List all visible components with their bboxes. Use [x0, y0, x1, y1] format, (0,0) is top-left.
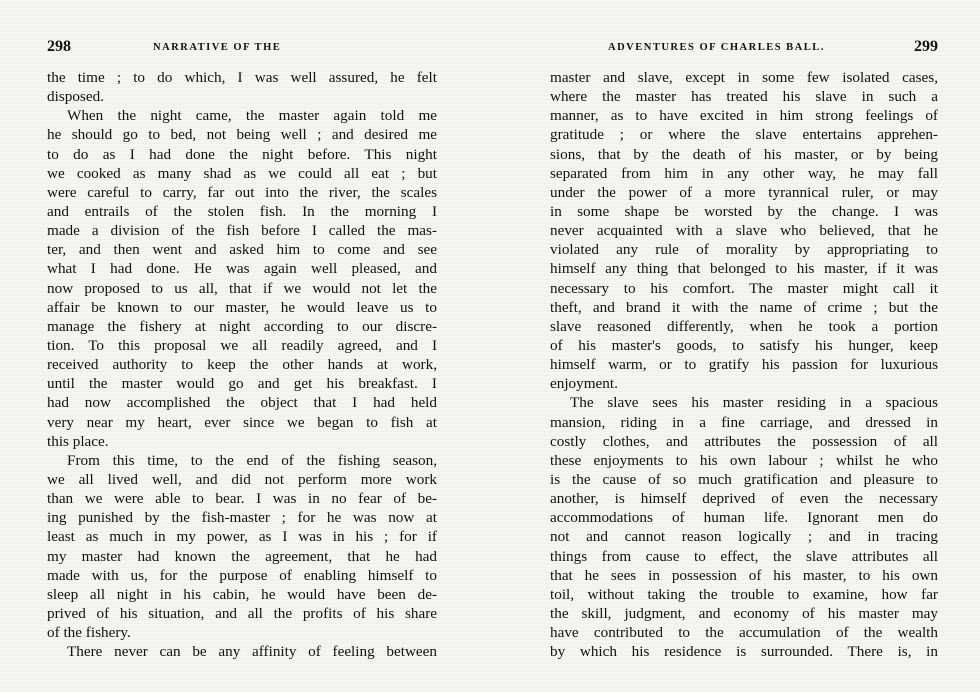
text-line: is the cause of so much gratification and pleasure to: [550, 470, 938, 488]
text-line: affair be known to our master, he would leave us to: [47, 298, 437, 316]
text-line: made with us, for the purpose of enabling himself to: [47, 566, 437, 584]
left-page: [47, 38, 437, 661]
text-line: There never can be any affinity of feeling between: [67, 643, 437, 661]
text-line: under the power of a more tyrannical ruler, or may: [550, 183, 938, 201]
page-number: 299: [914, 38, 938, 55]
text-line: costly clothes, and attributes the possession of all: [550, 432, 938, 450]
text-line: least as much in my power, as I was in his ; for if: [47, 528, 437, 546]
text-line: ing punished by the fish-master ; for he was now at: [47, 509, 437, 527]
left-page-header: [47, 38, 437, 56]
text-line: never acquainted with a slave who believed, that he: [550, 222, 938, 240]
right-page-header: [550, 38, 938, 56]
page-body: [47, 68, 437, 661]
text-line: that he sees in possession of his master, to his own: [550, 566, 938, 584]
text-line: where the master has treated his slave in such a: [550, 88, 938, 106]
page-number: 298: [47, 38, 71, 55]
text-line: slave reasoned differently, when he took a portion: [550, 317, 938, 335]
text-line: we cooked as many shad as we could all eat ; but: [47, 164, 437, 182]
text-line: necessary to his comfort. The master might call it: [550, 279, 938, 297]
text-line: to do as I had done the night before. This night: [47, 145, 437, 163]
running-head: NARRATIVE OF THE: [153, 42, 282, 53]
text-line: enjoyment.: [550, 375, 618, 393]
text-line: gratitude ; or where the slave entertains apprehen-: [550, 126, 938, 144]
text-line: received authority to keep the other hands at work,: [47, 356, 437, 374]
text-line: master and slave, except in some few isolated cases,: [550, 69, 938, 86]
text-line: the time ; to do which, I was well assured, he felt: [47, 69, 437, 86]
text-line: himself any thing that belonged to his master, if it was: [550, 260, 938, 278]
text-line: the skill, judgment, and economy of his master may: [550, 604, 938, 622]
text-line: than we were able to bear. I was in no fear of be-: [47, 490, 437, 508]
text-line: manage the fishery at night according to our discre-: [47, 317, 437, 335]
text-line: manner, as to have excited in him strong feelings of: [550, 107, 938, 125]
text-line: From this time, to the end of the fishing season,: [67, 451, 437, 469]
text-line: tion. To this proposal we all readily agreed, and I: [47, 336, 437, 354]
text-line: these enjoyments to his own labour ; whilst he who: [550, 451, 938, 469]
text-line: ter, and then went and asked him to come and see: [47, 241, 437, 259]
text-line: separated from him in any other way, he may fall: [550, 164, 938, 182]
text-line: and entrails of the stolen fish. In the morning I: [47, 202, 437, 220]
right-page: [550, 38, 938, 661]
text-line: not and cannot reason logically ; and in tracing: [550, 528, 938, 546]
text-line: were careful to carry, far out into the river, the scales: [47, 183, 437, 201]
text-line: have contributed to the accumulation of the wealth: [550, 624, 938, 642]
text-line: this place.: [47, 432, 109, 450]
text-line: sleep all night in his cabin, he would have been de-: [47, 585, 437, 603]
text-line: we all lived well, and did not perform more work: [47, 470, 437, 488]
text-line: theft, and brand it with the name of crime ; but the: [550, 298, 938, 316]
text-line: mansion, riding in a fine carriage, and dressed in: [550, 413, 938, 431]
text-line: he should go to bed, not being well ; and desired me: [47, 126, 437, 144]
text-line: disposed.: [47, 88, 104, 106]
text-line: by which his residence is surrounded. There is, in: [550, 643, 938, 661]
text-line: had now accomplished the object that I had held: [47, 394, 437, 412]
running-head: ADVENTURES OF CHARLES BALL.: [608, 42, 825, 53]
text-line: sions, that by the death of his master, or by being: [550, 145, 938, 163]
text-line: himself warm, or to gratify his passion for luxurious: [550, 356, 938, 374]
text-line: very near my heart, ever since we began to fish at: [47, 413, 437, 431]
text-line: When the night came, the master again told me: [67, 107, 437, 125]
text-line: of his master's goods, to satisfy his hunger, keep: [550, 336, 938, 354]
text-line: my master had known the agreement, that he had: [47, 547, 437, 565]
text-line: things from cause to effect, the slave attributes all: [550, 547, 938, 565]
text-line: another, is himself deprived of even the necessary: [550, 490, 938, 508]
text-line: toil, without taking the trouble to examine, how far: [550, 585, 938, 603]
text-line: accommodations of human life. Ignorant men do: [550, 509, 938, 527]
text-line: The slave sees his master residing in a spacious: [570, 394, 938, 412]
text-line: prived of his situation, and all the profits of his share: [47, 604, 437, 622]
page-body: [550, 68, 938, 661]
text-line: in some shape be worsted by the change. I was: [550, 202, 938, 220]
text-line: now proposed to us all, that if we would not let the: [47, 279, 437, 297]
text-line: made a division of the fish before I called the mas-: [47, 222, 437, 240]
text-line: until the master would go and get his breakfast. I: [47, 375, 437, 393]
text-line: of the fishery.: [47, 624, 131, 642]
text-line: what I had done. He was again well pleased, and: [47, 260, 437, 278]
text-line: violated any rule of morality by appropriating to: [550, 241, 938, 259]
